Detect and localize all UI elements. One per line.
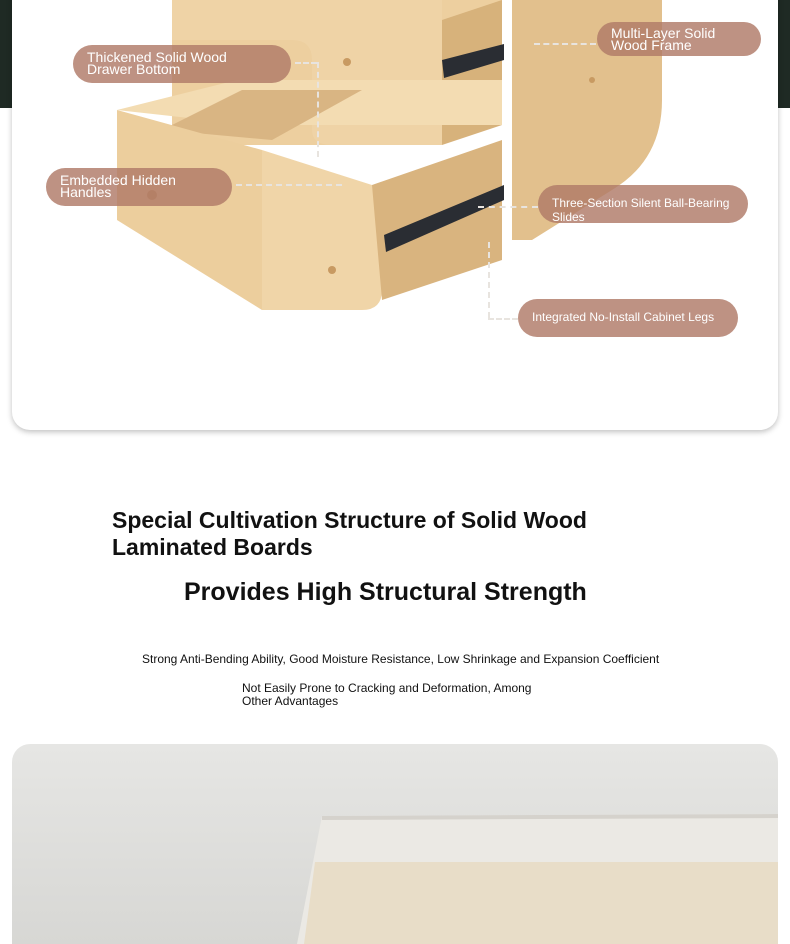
leader-line-frame xyxy=(534,43,596,45)
tabletop-illustration xyxy=(12,744,778,944)
section-heading-line2: Laminated Boards xyxy=(112,534,313,560)
product-feature-card xyxy=(12,0,778,430)
section-description-2a: Not Easily Prone to Cracking and Deformation, Among xyxy=(242,681,532,695)
section-description-2b: Other Advantages xyxy=(242,694,339,708)
leader-line-slides xyxy=(478,206,538,208)
section-heading-line3: Provides High Structural Strength xyxy=(184,578,587,606)
product-photo-bottom xyxy=(12,744,778,944)
leader-line-legs-v xyxy=(488,242,490,318)
section-heading-line1: Special Cultivation Structure of Solid Wood xyxy=(112,507,587,533)
callout-multi-layer-frame: Multi-Layer Solid Wood Frame xyxy=(597,22,761,56)
leader-line-legs-h xyxy=(488,318,518,320)
leader-line-bottom-v xyxy=(317,62,319,157)
leader-line-handles xyxy=(236,184,342,186)
section-description-1: Strong Anti-Bending Ability, Good Moisture Resistance, Low Shrinkage and Expansion Coefficient xyxy=(142,652,660,666)
callout-integrated-cabinet-legs: Integrated No-Install Cabinet Legs xyxy=(518,299,738,337)
leader-line-bottom-h xyxy=(295,62,317,64)
callout-ball-bearing-slides: Three-Section Silent Ball-Bearing Slides xyxy=(538,185,748,223)
callout-embedded-hidden-handles: Embedded Hidden Handles xyxy=(46,168,232,206)
callout-thickened-drawer-bottom: Thickened Solid Wood Drawer Bottom xyxy=(73,45,291,83)
background-dark-right xyxy=(776,0,790,108)
